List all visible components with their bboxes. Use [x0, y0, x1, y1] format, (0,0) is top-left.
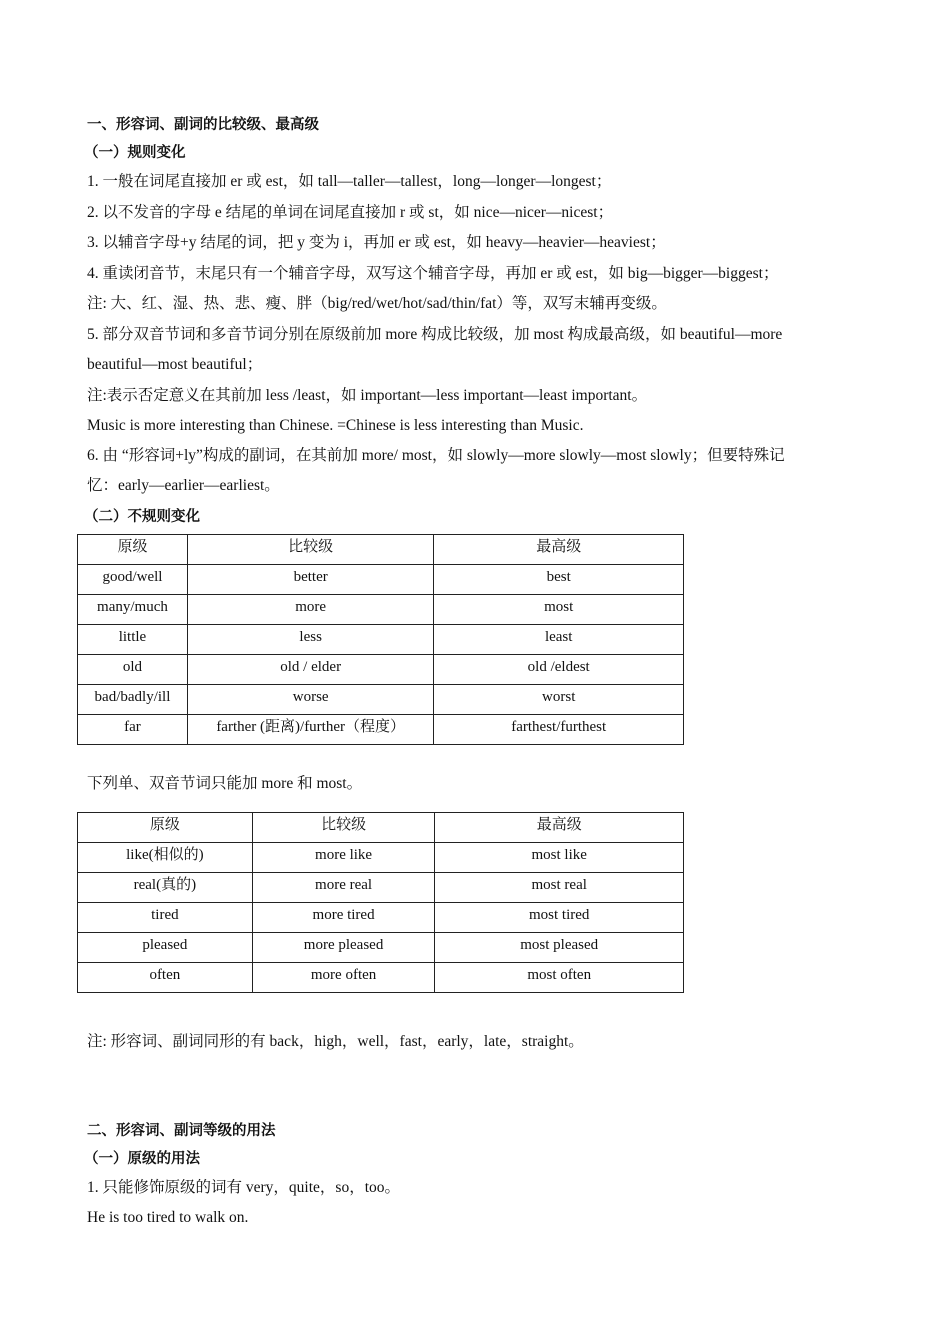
table-cell: little [78, 625, 188, 655]
table-cell: more [187, 595, 433, 625]
table-cell: most like [435, 843, 684, 873]
rule-6: 6. 由 “形容词+ly”构成的副词，在其前加 more/ most，如 slowly—more slowly—most slowly；但要特殊记 [87, 447, 785, 464]
table-cell: worst [434, 685, 684, 715]
rule-3: 3. 以辅音字母+y 结尾的词，把 y 变为 i，再加 er 或 est，如 heavy—heavier—heaviest； [87, 234, 666, 251]
table-row [78, 655, 684, 685]
table-cell: more like [252, 843, 435, 873]
table-row [78, 565, 684, 595]
table-cell: less [187, 625, 433, 655]
same-form-note: 注: 形容词、副词同形的有 back，high，well，fast，early，late，straight。 [87, 1033, 584, 1050]
table-cell: least [434, 625, 684, 655]
table-cell: old /eldest [434, 655, 684, 685]
more-most-table [77, 812, 684, 993]
table-cell: old / elder [187, 655, 433, 685]
table-cell: tired [78, 903, 253, 933]
table-header-cell: 原级 [78, 535, 188, 565]
table-row [78, 843, 684, 873]
table-header-row [78, 813, 684, 843]
table-cell: better [187, 565, 433, 595]
table-cell: many/much [78, 595, 188, 625]
table-row [78, 873, 684, 903]
table-row [78, 963, 684, 993]
rule-1: 1. 一般在词尾直接加 er 或 est，如 tall—taller—tallest，long—longer—longest； [87, 173, 612, 190]
rule-5-example: Music is more interesting than Chinese. =Chinese is less interesting than Music. [87, 417, 584, 434]
table-row [78, 625, 684, 655]
table-cell: worse [187, 685, 433, 715]
section2-example-1: He is too tired to walk on. [87, 1209, 249, 1226]
table-header-cell: 最高级 [435, 813, 684, 843]
table-cell: good/well [78, 565, 188, 595]
table-cell: farthest/furthest [434, 715, 684, 745]
table-cell: often [78, 963, 253, 993]
section2-rule-1: 1. 只能修饰原级的词有 very，quite，so，too。 [87, 1179, 400, 1196]
rule-5-note: 注:表示否定意义在其前加 less /least，如 important—less important—least important。 [87, 387, 648, 404]
table-row [78, 715, 684, 745]
table-cell: farther (距离)/further（程度） [187, 715, 433, 745]
irregular-table [77, 534, 684, 745]
rule-4: 4. 重读闭音节，末尾只有一个辅音字母，双写这个辅音字母，再加 er 或 est，如 big—bigger—biggest； [87, 265, 779, 282]
table-header-cell: 原级 [78, 813, 253, 843]
table-cell: more real [252, 873, 435, 903]
table-cell: most often [435, 963, 684, 993]
table-cell: most tired [435, 903, 684, 933]
table-cell: bad/badly/ill [78, 685, 188, 715]
table-cell: most real [435, 873, 684, 903]
table-header-cell: 最高级 [434, 535, 684, 565]
rule-5-cont: beautiful—most beautiful； [87, 356, 263, 373]
table-cell: more tired [252, 903, 435, 933]
table-cell: pleased [78, 933, 253, 963]
table-cell: most pleased [435, 933, 684, 963]
table-row [78, 685, 684, 715]
more-most-intro: 下列单、双音节词只能加 more 和 most。 [87, 775, 363, 792]
section1-heading: 一、形容词、副词的比较级、最高级 [87, 117, 319, 133]
rule-2: 2. 以不发音的字母 e 结尾的单词在词尾直接加 r 或 st，如 nice—nicer—nicest； [87, 204, 614, 221]
table-row [78, 933, 684, 963]
rule-6-cont: 忆：early—earlier—earliest。 [87, 477, 280, 494]
table-cell: more pleased [252, 933, 435, 963]
table-cell: real(真的) [78, 873, 253, 903]
table-header-cell: 比较级 [252, 813, 435, 843]
rule-5: 5. 部分双音节词和多音节词分别在原级前加 more 构成比较级，加 most 构成最高级，如 beautiful—more [87, 326, 783, 343]
table-header-cell: 比较级 [187, 535, 433, 565]
regular-change-heading: （一）规则变化 [84, 145, 186, 161]
table-cell: most [434, 595, 684, 625]
table-cell: best [434, 565, 684, 595]
table-row [78, 595, 684, 625]
table-cell: more often [252, 963, 435, 993]
irregular-change-heading: （二）不规则变化 [84, 509, 200, 525]
positive-degree-heading: （一）原级的用法 [84, 1151, 200, 1167]
table-row [78, 903, 684, 933]
table-header-row [78, 535, 684, 565]
table-cell: far [78, 715, 188, 745]
table-cell: like(相似的) [78, 843, 253, 873]
table-cell: old [78, 655, 188, 685]
rule-4-note: 注: 大、红、湿、热、悲、瘦、胖（big/red/wet/hot/sad/thin/fat）等，双写末辅再变级。 [87, 295, 667, 312]
section2-heading: 二、形容词、副词等级的用法 [87, 1123, 276, 1139]
